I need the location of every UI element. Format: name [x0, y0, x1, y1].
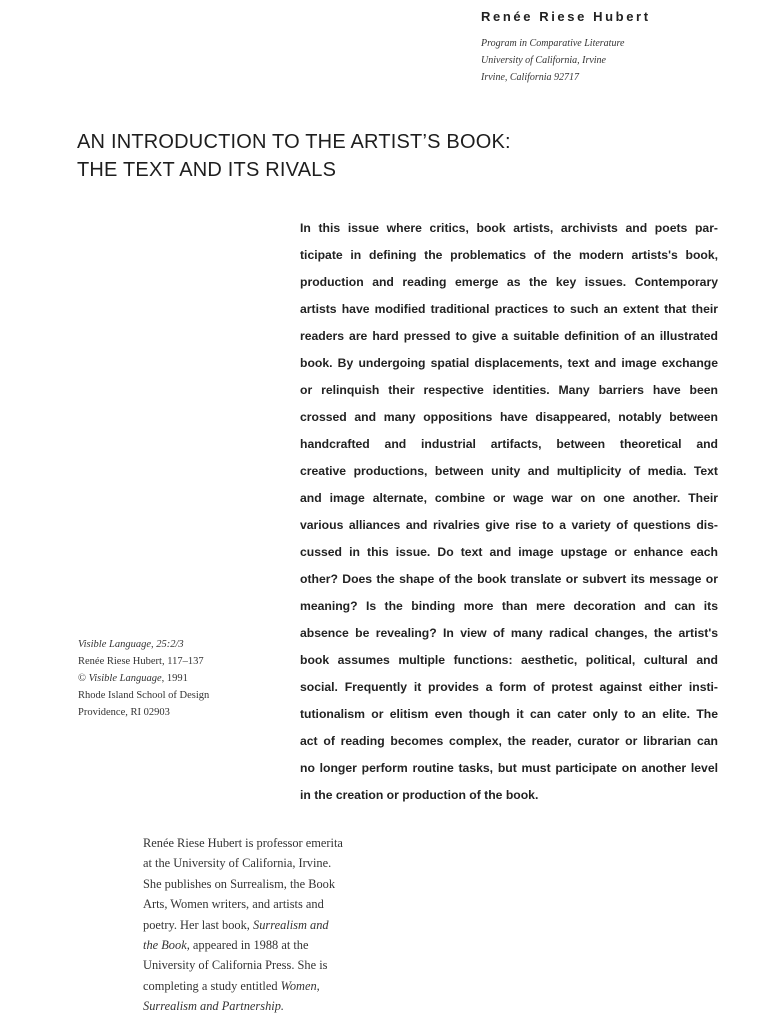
abstract-line: production and reading emerge as the key issues. Contemporary	[300, 275, 718, 289]
bio-line	[143, 915, 403, 935]
bio-book-title: the Book,	[143, 938, 190, 953]
abstract-line: other? Does the shape of the book translate or subvert its message or	[300, 572, 718, 586]
abstract-line: in the creation or production of the book.	[300, 788, 539, 802]
abstract-line: absence be revealing? In view of many radical changes, the artist's	[300, 626, 718, 640]
abstract-line: social. Frequently it provides a form of protest against either insti-	[300, 680, 718, 694]
abstract-line: or relinquish their respective identities. Many barriers have been	[300, 383, 718, 397]
bio-book-title: Surrealism and	[253, 917, 329, 932]
article-title	[77, 128, 697, 184]
copyright-year: , 1991	[161, 673, 188, 684]
abstract-line: readers are hard pressed to give a suitable definition of an illustrated	[300, 329, 718, 343]
bio-text: poetry. Her last book,	[143, 917, 253, 932]
citation-publisher: Rhode Island School of Design	[78, 690, 210, 701]
copyright-symbol: ©	[78, 673, 86, 684]
bio-line: Arts, Women writers, and artists and	[143, 897, 324, 912]
abstract	[300, 215, 718, 809]
abstract-line: no longer perform routine tasks, but must participate on another level	[300, 761, 718, 775]
abstract-line: In this issue where critics, book artists, archivists and poets par-	[300, 221, 718, 235]
title-line-2: THE TEXT AND ITS RIVALS	[77, 159, 337, 181]
bio-line	[143, 935, 403, 955]
author-bio	[143, 833, 403, 1017]
abstract-line: and image alternate, combine or wage war on one another. Their	[300, 491, 718, 505]
citation-journal: Visible Language, 25:2/3	[78, 639, 184, 650]
abstract-line: cussed in this issue. Do text and image upstage or enhance each	[300, 545, 718, 559]
abstract-line: meaning? Is the binding more than mere decoration and can its	[300, 599, 718, 613]
citation-place: Providence, RI 02903	[78, 707, 170, 718]
abstract-line: creative productions, between unity and multiplicity of media. Text	[300, 464, 718, 478]
bio-line: at the University of California, Irvine.	[143, 856, 332, 871]
copyright-journal: Visible Language	[88, 673, 162, 684]
abstract-line: ticipate in defining the problematics of the modern artists's book,	[300, 248, 718, 262]
abstract-line: act of reading becomes complex, the reader, curator or librarian can	[300, 734, 718, 748]
title-line-1: AN INTRODUCTION TO THE ARTIST’S BOOK:	[77, 131, 511, 153]
citation-pages: Renée Riese Hubert, 117–137	[78, 656, 204, 667]
abstract-line: artists have modified traditional practices to such an extent that their	[300, 302, 718, 316]
abstract-line: crossed and many oppositions have disappeared, notably between	[300, 410, 718, 424]
abstract-line: book assumes multiple functions: aesthetic, political, cultural and	[300, 653, 718, 667]
affiliation-university: University of California, Irvine	[481, 55, 606, 66]
abstract-line: tutionalism or elitism even though it can cater only to an elite. The	[300, 707, 718, 721]
bio-text: appeared in 1988 at the	[189, 938, 309, 953]
author-affiliation	[481, 35, 751, 86]
citation-copyright	[78, 670, 278, 687]
bio-line	[143, 976, 403, 996]
abstract-line: various alliances and rivalries give rise to a variety of questions dis-	[300, 518, 718, 532]
bio-line: She publishes on Surrealism, the Book	[143, 876, 336, 891]
affiliation-address: Irvine, California 92717	[481, 72, 580, 83]
bio-study-title: Surrealism and Partnership.	[143, 999, 285, 1014]
affiliation-program: Program in Comparative Literature	[481, 38, 625, 49]
bio-study-title: Women,	[280, 978, 320, 993]
bio-line: University of California Press. She is	[143, 958, 328, 973]
bio-line: Renée Riese Hubert is professor emerita	[143, 836, 343, 850]
bio-line	[143, 996, 403, 1016]
abstract-line: book. By undergoing spatial displacements, text and image exchange	[300, 356, 718, 370]
abstract-line: handcrafted and industrial artifacts, between theoretical and	[300, 437, 718, 451]
bio-text: completing a study entitled	[143, 978, 281, 993]
author-name: Renée Riese Hubert	[481, 9, 651, 24]
citation-block	[78, 636, 278, 721]
